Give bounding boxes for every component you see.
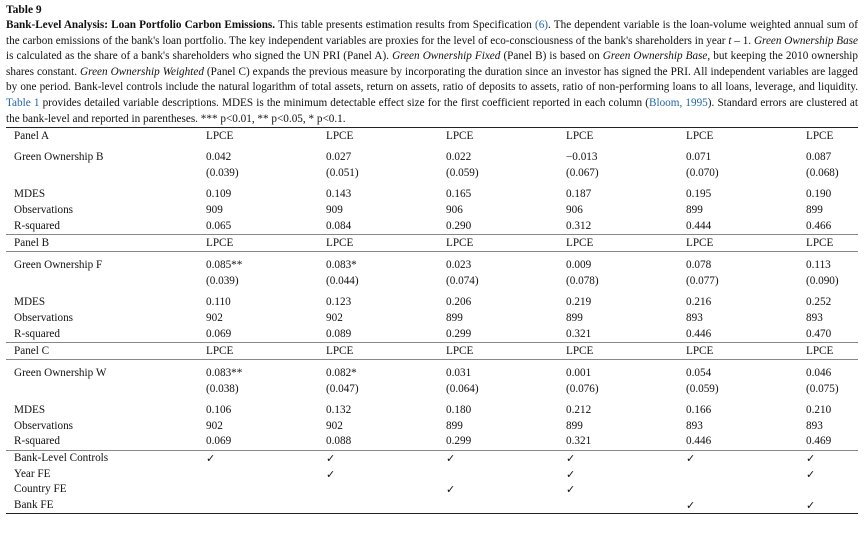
coefficient-cell: 0.083**: [206, 367, 243, 380]
coefficient-cell: 0.087: [806, 151, 832, 164]
stat-cell: 893: [686, 311, 703, 324]
caption-term: Green Ownership Fixed: [392, 50, 501, 63]
caption-term: Green Ownership Base: [602, 50, 708, 63]
stat-row: [6, 295, 858, 311]
coefficient-row: [6, 150, 858, 166]
coefficient-cell: 0.071: [686, 151, 712, 164]
column-header: LPCE: [686, 128, 806, 145]
stat-cell: 899: [446, 419, 463, 432]
stat-cell: 0.069: [206, 327, 326, 343]
stat-cell: 0.219: [566, 296, 592, 309]
check-mark: ✓: [326, 467, 336, 481]
column-header: LPCE: [326, 235, 446, 252]
stat-row: [6, 203, 858, 219]
coefficient-cell: 0.054: [686, 367, 712, 380]
stat-cell: 0.252: [806, 296, 832, 309]
coefficient-cell: 0.027: [326, 151, 352, 164]
stat-cell: 0.299: [446, 327, 566, 343]
stat-cell: 899: [806, 203, 823, 216]
row-label: Green Ownership B: [14, 151, 104, 164]
stat-cell: 899: [686, 203, 703, 216]
row-label: Green Ownership F: [14, 259, 103, 272]
stat-cell: 893: [806, 419, 823, 432]
stat-cell: 0.321: [566, 434, 686, 450]
row-label: Year FE: [14, 467, 51, 480]
column-header: LPCE: [686, 235, 806, 252]
caption-text: This table presents estimation results from Specification: [275, 19, 535, 31]
stat-cell: 0.143: [326, 188, 352, 201]
check-mark: ✓: [686, 498, 806, 514]
panel-label: Panel A: [6, 128, 206, 145]
standard-error-row: [6, 382, 858, 398]
column-header: LPCE: [446, 235, 566, 252]
check-mark: ✓: [446, 483, 456, 497]
check-mark: [806, 482, 858, 498]
stat-cell: 0.132: [326, 404, 352, 417]
coefficient-cell: 0.085**: [206, 259, 243, 272]
column-header: LPCE: [446, 128, 566, 145]
coefficient-cell: 0.022: [446, 151, 472, 164]
row-label: Bank-Level Controls: [14, 452, 109, 465]
stat-cell: 0.446: [686, 327, 806, 343]
caption-title: Bank-Level Analysis: Loan Portfolio Carbon Emissions.: [6, 19, 276, 31]
control-row: [6, 467, 858, 483]
check-mark: [326, 482, 446, 498]
column-header: LPCE: [806, 343, 858, 360]
column-header: LPCE: [566, 235, 686, 252]
regression-table: [6, 127, 858, 514]
stat-cell: 0.180: [446, 404, 472, 417]
standard-error-cell: (0.074): [446, 274, 479, 287]
stat-cell: 0.469: [806, 434, 858, 450]
table-1-link[interactable]: Table 1: [6, 96, 40, 109]
caption-text: . The dependent variable is the loan-volume weighted annual sum of the carbon emissions of the bank's loan portfolio. The key independent variables are proxies for the level of eco-consciousness of the bank's shareholders in year: [6, 19, 858, 47]
column-header: LPCE: [566, 128, 686, 145]
stat-cell: 0.290: [446, 219, 566, 235]
stat-cell: 0.210: [806, 404, 832, 417]
coefficient-cell: 0.023: [446, 259, 472, 272]
stat-cell: 909: [326, 203, 343, 216]
column-header: LPCE: [206, 128, 326, 145]
caption-text: , but keeping the 2010 ownership shares constant.: [6, 50, 858, 78]
coefficient-cell: 0.083*: [326, 259, 357, 272]
check-mark: [446, 467, 566, 483]
standard-error-cell: (0.059): [686, 382, 719, 395]
standard-error-cell: (0.077): [686, 274, 719, 287]
stat-cell: 902: [326, 311, 343, 324]
check-mark: [446, 498, 566, 514]
check-mark: ✓: [446, 452, 456, 466]
control-row: [6, 498, 858, 514]
coefficient-row: [6, 258, 858, 274]
column-header: LPCE: [686, 343, 806, 360]
caption-text: is calculated as the share of a bank's shareholders who signed the UN PRI (Panel A).: [6, 50, 393, 63]
check-mark: [686, 482, 806, 498]
standard-error-cell: (0.078): [566, 274, 599, 287]
stat-cell: 0.190: [806, 188, 832, 201]
check-mark: ✓: [806, 467, 816, 481]
standard-error-cell: (0.070): [686, 166, 719, 179]
standard-error-cell: (0.039): [206, 274, 239, 287]
stat-cell: 0.109: [206, 188, 232, 201]
table-caption: [6, 18, 858, 127]
standard-error-cell: (0.047): [326, 382, 359, 395]
coefficient-cell: 0.078: [686, 259, 712, 272]
standard-error-row: [6, 166, 858, 182]
standard-error-cell: (0.067): [566, 166, 599, 179]
check-mark: [206, 467, 326, 483]
column-header: LPCE: [446, 343, 566, 360]
column-header: LPCE: [806, 128, 858, 145]
coefficient-cell: 0.009: [566, 259, 592, 272]
coefficient-cell: 0.113: [806, 259, 831, 272]
stat-cell: 906: [566, 203, 583, 216]
stat-cell: 0.065: [206, 219, 326, 235]
standard-error-row: [6, 274, 858, 290]
stat-row: [6, 187, 858, 203]
stat-cell: 0.110: [206, 296, 231, 309]
column-header: LPCE: [806, 235, 858, 252]
coefficient-cell: 0.031: [446, 367, 472, 380]
stat-cell: 0.446: [686, 434, 806, 450]
stat-cell: 0.084: [326, 219, 446, 235]
stat-cell: 0.195: [686, 188, 712, 201]
stat-cell: 0.088: [326, 434, 446, 450]
coefficient-cell: 0.001: [566, 367, 592, 380]
stat-row: [6, 419, 858, 435]
stat-cell: 902: [206, 311, 223, 324]
panel-label: Panel B: [6, 235, 206, 252]
row-label: Bank FE: [6, 498, 206, 514]
control-row: [6, 451, 858, 467]
check-mark: [686, 467, 806, 483]
check-mark: ✓: [566, 467, 576, 481]
stat-cell: 0.069: [206, 434, 326, 450]
standard-error-cell: (0.068): [806, 166, 839, 179]
stat-row: [6, 219, 858, 235]
table-label: Table 9: [6, 4, 42, 16]
standard-error-cell: (0.064): [446, 382, 479, 395]
standard-error-cell: (0.059): [446, 166, 479, 179]
caption-text: ). Standard errors are clustered at the bank-level and reported in parentheses. *** p<0.01, ** p<0.05, * p<0.1.: [6, 96, 859, 125]
column-header: LPCE: [206, 343, 326, 360]
coefficient-cell: 0.046: [806, 367, 832, 380]
row-label: MDES: [14, 404, 46, 417]
row-label: Observations: [14, 311, 74, 324]
stat-row: [6, 327, 858, 343]
check-mark: ✓: [566, 452, 576, 466]
row-label: R-squared: [6, 219, 206, 235]
stat-cell: 902: [326, 419, 343, 432]
specification-link[interactable]: (6): [534, 19, 549, 31]
stat-cell: 899: [566, 311, 583, 324]
column-header: LPCE: [326, 128, 446, 145]
row-label: Observations: [14, 419, 74, 432]
stat-cell: 0.206: [446, 296, 472, 309]
caption-text: (Panel B) is based on: [500, 50, 603, 63]
check-mark: [206, 498, 326, 514]
stat-cell: 0.470: [806, 327, 858, 343]
caption-variable: t: [728, 34, 732, 47]
row-label: Green Ownership W: [14, 367, 107, 380]
stat-row: [6, 403, 858, 419]
coefficient-cell: 0.042: [206, 151, 232, 164]
stat-cell: 893: [686, 419, 703, 432]
stat-cell: 0.089: [326, 327, 446, 343]
check-mark: ✓: [566, 483, 576, 497]
row-label: Observations: [14, 203, 74, 216]
stat-cell: 909: [206, 203, 223, 216]
coefficient-cell: −0.013: [566, 151, 598, 164]
column-header: LPCE: [566, 343, 686, 360]
stat-row: [6, 434, 858, 450]
row-label: R-squared: [6, 327, 206, 343]
row-label: R-squared: [6, 434, 206, 450]
stat-cell: 902: [206, 419, 223, 432]
check-mark: ✓: [326, 452, 336, 466]
stat-cell: 0.187: [566, 188, 592, 201]
standard-error-cell: (0.076): [566, 382, 599, 395]
stat-cell: 0.165: [446, 188, 472, 201]
check-mark: [206, 482, 326, 498]
check-mark: ✓: [686, 452, 696, 466]
caption-term: Green Ownership Weighted: [80, 65, 204, 78]
stat-cell: 906: [446, 203, 463, 216]
stat-cell: 0.444: [686, 219, 806, 235]
standard-error-cell: (0.044): [326, 274, 359, 287]
caption-text: provides detailed variable descriptions. MDES is the minimum detectable effect size for the first coefficient reported in each column (: [39, 96, 649, 109]
check-mark: ✓: [806, 498, 858, 514]
panel-header-row: [6, 128, 858, 145]
control-row: [6, 482, 858, 498]
stat-cell: 899: [566, 419, 583, 432]
table-container: [6, 3, 858, 514]
stat-cell: 0.321: [566, 327, 686, 343]
stat-cell: 0.166: [686, 404, 712, 417]
check-mark: [326, 498, 446, 514]
stat-cell: 0.299: [446, 434, 566, 450]
check-mark: ✓: [806, 452, 816, 466]
standard-error-cell: (0.075): [806, 382, 839, 395]
caption-term: Green Ownership Base: [753, 34, 858, 47]
caption-text: (Panel C) expands the previous measure by incorporating the duration since an investor has signed the PRI. All independent variables are lagged by one period. Bank-level controls include the natural logarithm of total assets, return on assets, ratio of deposits to assets, ratio of non-performing loans to all loans, leverage, and liquidity.: [6, 65, 858, 94]
panel-header-row: [6, 235, 858, 252]
stat-cell: 0.466: [806, 219, 858, 235]
panel-header-row: [6, 343, 858, 360]
row-label: Country FE: [14, 483, 67, 496]
standard-error-cell: (0.039): [206, 166, 239, 179]
stat-cell: 0.106: [206, 404, 232, 417]
stat-cell: 0.212: [566, 404, 592, 417]
standard-error-cell: (0.090): [806, 274, 839, 287]
check-mark: [566, 498, 686, 514]
stat-cell: 0.123: [326, 296, 352, 309]
stat-cell: 899: [446, 311, 463, 324]
row-label: MDES: [14, 296, 46, 309]
stat-cell: 0.312: [566, 219, 686, 235]
check-mark: ✓: [206, 452, 216, 466]
column-header: LPCE: [326, 343, 446, 360]
coefficient-row: [6, 366, 858, 382]
citation-link[interactable]: Bloom, 1995: [649, 96, 708, 109]
stat-row: [6, 311, 858, 327]
stat-cell: 893: [806, 311, 823, 324]
coefficient-cell: 0.082*: [326, 367, 357, 380]
stat-cell: 0.216: [686, 296, 712, 309]
standard-error-cell: (0.038): [206, 382, 239, 395]
row-label: MDES: [14, 188, 46, 201]
column-header: LPCE: [206, 235, 326, 252]
panel-label: Panel C: [6, 343, 206, 360]
caption-text: – 1.: [731, 34, 754, 47]
standard-error-cell: (0.051): [326, 166, 359, 179]
